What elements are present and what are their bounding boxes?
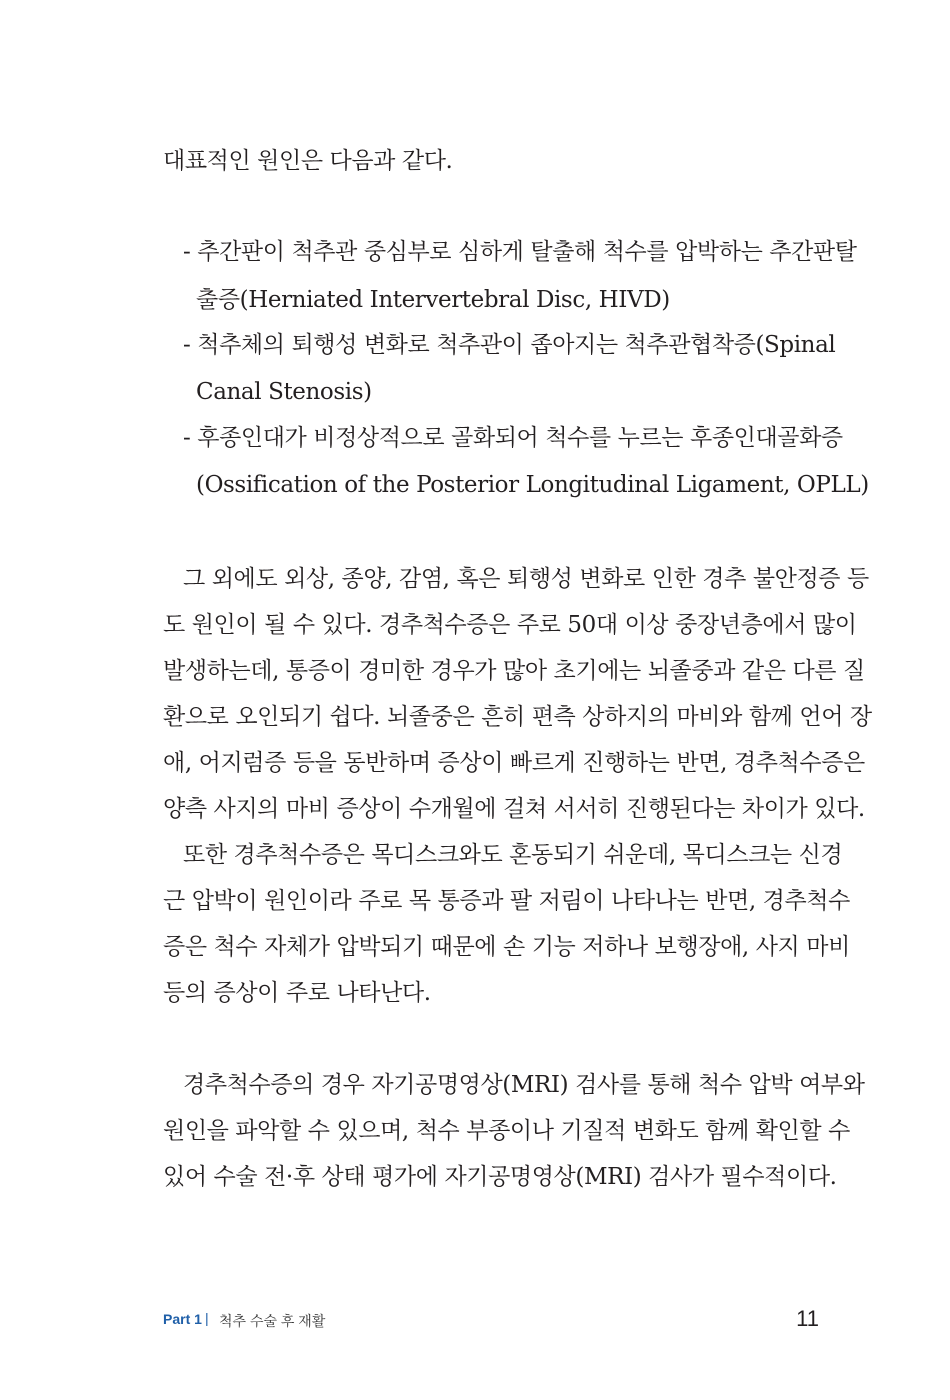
- paragraph-line: 경추척수증의 경우 자기공명영상(MRI) 검사를 통해 척수 압박 여부와: [183, 1072, 865, 1098]
- footer-chapter-title: 척추 수술 후 재활: [219, 1313, 326, 1329]
- paragraph-line: 증은 척수 자체가 압박되기 때문에 손 기능 저하나 보행장애, 사지 마비: [163, 934, 850, 960]
- paragraph-line: 원인을 파악할 수 있으며, 척수 부종이나 기질적 변화도 함께 확인할 수: [163, 1118, 850, 1144]
- paragraph-line: 환으로 오인되기 쉽다. 뇌졸중은 흔히 편측 상하지의 마비와 함께 언어 장: [163, 704, 872, 730]
- paragraph-line: 애, 어지럼증 등을 동반하며 증상이 빠르게 진행하는 반면, 경추척수증은: [163, 750, 865, 776]
- paragraph-line: 도 원인이 될 수 있다. 경추척수증은 주로 50대 이상 중장년층에서 많이: [163, 612, 857, 638]
- footer-separator: |: [205, 1310, 209, 1326]
- cause-item-2-line-2: Canal Stenosis): [196, 379, 372, 405]
- cause-item-2-line-1: - 척추체의 퇴행성 변화로 척추관이 좁아지는 척추관협착증(Spinal: [183, 332, 836, 358]
- paragraph-line: 그 외에도 외상, 종양, 감염, 혹은 퇴행성 변화로 인한 경추 불안정증 등: [183, 566, 869, 592]
- paragraph-line: 등의 증상이 주로 나타난다.: [163, 980, 431, 1006]
- page-footer: [163, 1306, 819, 1336]
- paragraph-line: 있어 수술 전·후 상태 평가에 자기공명영상(MRI) 검사가 필수적이다.: [163, 1164, 837, 1190]
- paragraph-line: 발생하는데, 통증이 경미한 경우가 많아 초기에는 뇌졸중과 같은 다른 질: [163, 658, 865, 684]
- cause-item-1-line-1: - 추간판이 척추관 중심부로 심하게 탈출해 척수를 압박하는 추간판탈: [183, 239, 857, 265]
- footer-part-label: Part 1: [163, 1311, 202, 1327]
- cause-item-1-line-2: 출증(Herniated Intervertebral Disc, HIVD): [196, 287, 670, 313]
- intro-sentence: 대표적인 원인은 다음과 같다.: [163, 148, 453, 174]
- page-number: 11: [796, 1306, 819, 1331]
- paragraph-line: 또한 경추척수증은 목디스크와도 혼동되기 쉬운데, 목디스크는 신경: [183, 842, 843, 868]
- paragraph-line: 양측 사지의 마비 증상이 수개월에 걸쳐 서서히 진행된다는 차이가 있다.: [163, 796, 865, 822]
- cause-item-3-line-2: (Ossification of the Posterior Longitudinal Ligament, OPLL): [196, 472, 869, 498]
- cause-item-3-line-1: - 후종인대가 비정상적으로 골화되어 척수를 누르는 후종인대골화증: [183, 425, 843, 451]
- paragraph-line: 근 압박이 원인이라 주로 목 통증과 팔 저림이 나타나는 반면, 경추척수: [163, 888, 850, 914]
